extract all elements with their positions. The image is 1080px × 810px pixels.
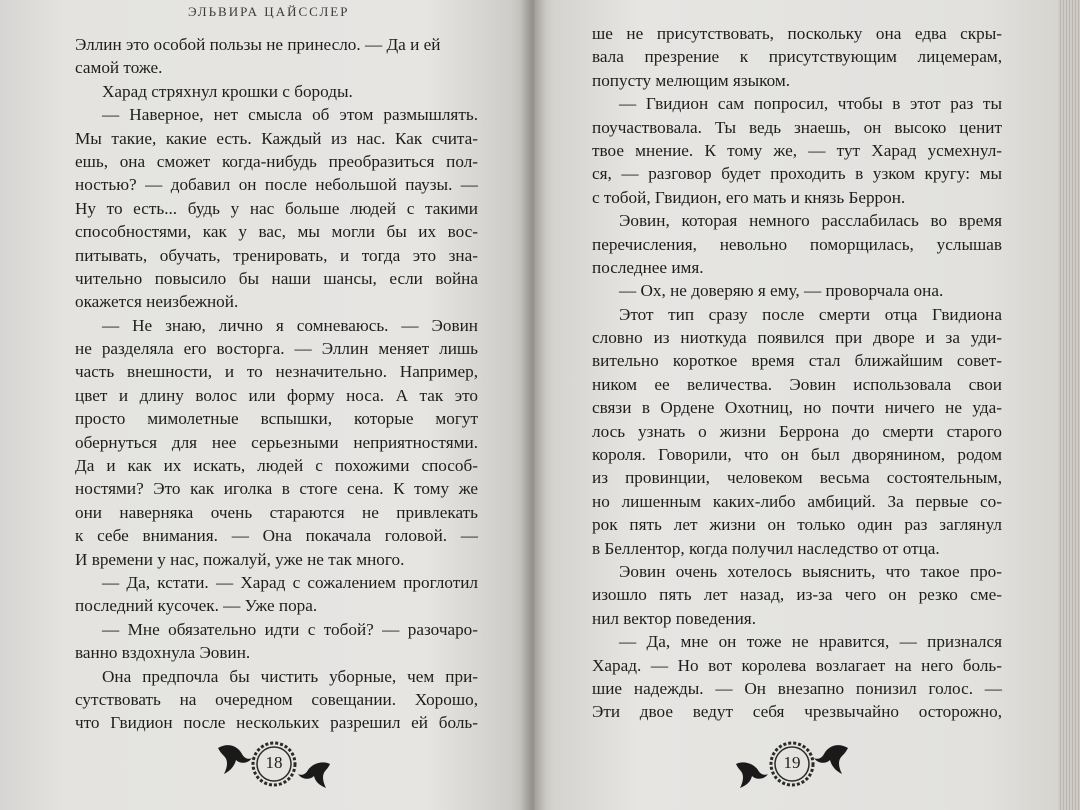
text-line: И времени у нас, пожалуй, уже не так много. xyxy=(75,549,405,569)
running-head: ЭЛЬВИРА ЦАЙССЛЕР xyxy=(188,4,350,19)
text-line: поучаствовала. Ты ведь знаешь, он высоко ценит xyxy=(592,117,1002,137)
text-line: Харад стряхнул крошки с бороды. xyxy=(102,81,353,101)
text-line: часть внешности, и то незначительно. Например, xyxy=(75,362,478,382)
right-page-text xyxy=(592,22,1002,724)
text-line: ванно вздохнула Эовин. xyxy=(75,643,251,663)
text-line: перечисления, невольно поморщилась, услышав xyxy=(592,234,1002,254)
left-page xyxy=(0,0,532,810)
text-line: — Да, мне он тоже не нравится, — признался xyxy=(619,632,1002,652)
text-line: рок пять лет жизни он только один раз заглянул xyxy=(592,515,1002,535)
text-line: Эллин это особой пользы не принесло. — Да и ей xyxy=(75,35,441,54)
text-line: попусту мелющим языком. xyxy=(592,70,791,90)
text-line: Да и как их искать, людей с похожими способ- xyxy=(75,456,478,476)
text-line: цвет и длину волос или форму носа. А так это xyxy=(75,385,478,405)
text-line: короля. Говорили, что он был дворянином, родом xyxy=(592,445,1002,465)
text-line: — Мне обязательно идти с тобой? — разочаро- xyxy=(102,619,478,639)
page-number-ornament xyxy=(214,734,334,794)
text-line: они наверняка очень стараются не привлекать xyxy=(75,502,478,522)
text-line: ешь, она сможет когда-нибудь преобразиться пол- xyxy=(75,151,478,171)
text-line: вала презрение к присутствующим лицемерам, xyxy=(592,47,1002,67)
text-line: лось узнать о жизни Беррона до смерти старого xyxy=(592,421,1002,441)
text-line: — Гвидион сам попросил, чтобы в этот раз ты xyxy=(619,94,1002,114)
text-line: шие надежды. — Он внезапно понизил голос. — xyxy=(592,678,1002,698)
text-line: ностью? — добавил он после небольшой паузы. — xyxy=(75,175,478,195)
left-page-text xyxy=(75,33,478,735)
page-number: 19 xyxy=(783,753,801,772)
text-line: ностями? Это как иголка в стоге сена. К тому же xyxy=(75,479,478,499)
text-line: словно из ниоткуда появился при дворе и за уди- xyxy=(592,328,1002,348)
text-line: сутствовать на очередном совещании. Хорошо, xyxy=(75,689,478,709)
text-line: — Да, кстати. — Харад с сожалением проглотил xyxy=(102,572,478,592)
text-line: Ну то есть... будь у нас больше людей с такими xyxy=(75,198,478,218)
text-line: просто мимолетные вспышки, которые могут xyxy=(75,409,478,429)
text-line: Она предпочла бы чистить уборные, чем при- xyxy=(102,666,478,686)
text-line: ше не присутствовать, поскольку она едва скры- xyxy=(592,24,1002,43)
text-line: способностями, как у вас, мы могли бы их вос- xyxy=(75,222,478,242)
text-line: в Беллентор, когда получил наследство от отца. xyxy=(592,538,940,558)
page-stack-edge xyxy=(1058,0,1080,810)
text-line: к себе внимания. — Она покачала головой. — xyxy=(75,526,478,546)
text-line: Харад. — Но вот королева возлагает на него боль- xyxy=(592,655,1002,675)
text-line: — Наверное, нет смысла об этом размышлять. xyxy=(102,105,478,125)
text-line: изошло пять лет назад, из-за чего он резко сме- xyxy=(592,585,1002,605)
text-line: ником ее величества. Эовин использовала свои xyxy=(592,374,1002,394)
text-line: но лишенным каких-либо амбиций. За первые со- xyxy=(592,491,1002,511)
text-line: связи в Ордене Охотниц, но почти ничего не уда- xyxy=(592,398,1002,418)
text-line: Эти двое ведут себя чрезвычайно осторожно, xyxy=(592,702,1002,722)
text-line: обернуться для нее серьезными неприятностями. xyxy=(75,432,478,452)
page-number: 18 xyxy=(265,753,283,772)
text-line: с тобой, Гвидион, его мать и князь Беррон. xyxy=(592,187,906,207)
text-line: Эовин очень хотелось выяснить, что такое про- xyxy=(619,561,1002,581)
text-line: твое мнение. К тому же, — тут Харад усмехнул- xyxy=(592,140,1002,160)
text-line: ся, — разговор будет проходить в узком кругу: мы xyxy=(592,164,1002,184)
text-line: из провинции, человеком весьма состоятельным, xyxy=(592,468,1002,488)
text-line: самой тоже. xyxy=(75,58,163,78)
text-line: — Ох, не доверяю я ему, — проворчала она. xyxy=(619,281,944,301)
text-line: вительно короткое время стал ближайшим совет- xyxy=(592,351,1002,371)
text-line: Эовин, которая немного расслабилась во время xyxy=(619,211,1002,231)
text-line: Этот тип сразу после смерти отца Гвидиона xyxy=(619,304,1002,324)
text-line: нил вектор поведения. xyxy=(592,608,756,628)
page-number-ornament xyxy=(732,734,852,794)
text-line: окажется неизбежной. xyxy=(75,292,239,312)
right-page xyxy=(532,0,1060,810)
text-line: питывать, обучать, тренировать, и тогда это зна- xyxy=(75,245,478,265)
text-line: не разделяла его восторга. — Эллин меняет лишь xyxy=(75,339,478,359)
text-line: — Не знаю, лично я сомневаюсь. — Эовин xyxy=(102,315,478,335)
text-line: последнее имя. xyxy=(592,257,704,277)
text-line: чительно повысило бы наши шансы, если война xyxy=(75,268,478,288)
text-line: Мы такие, какие есть. Каждый из нас. Как счита- xyxy=(75,128,478,148)
text-line: что Гвидион после нескольких разрешил ей боль- xyxy=(75,713,478,733)
text-line: последний кусочек. — Уже пора. xyxy=(75,596,318,616)
